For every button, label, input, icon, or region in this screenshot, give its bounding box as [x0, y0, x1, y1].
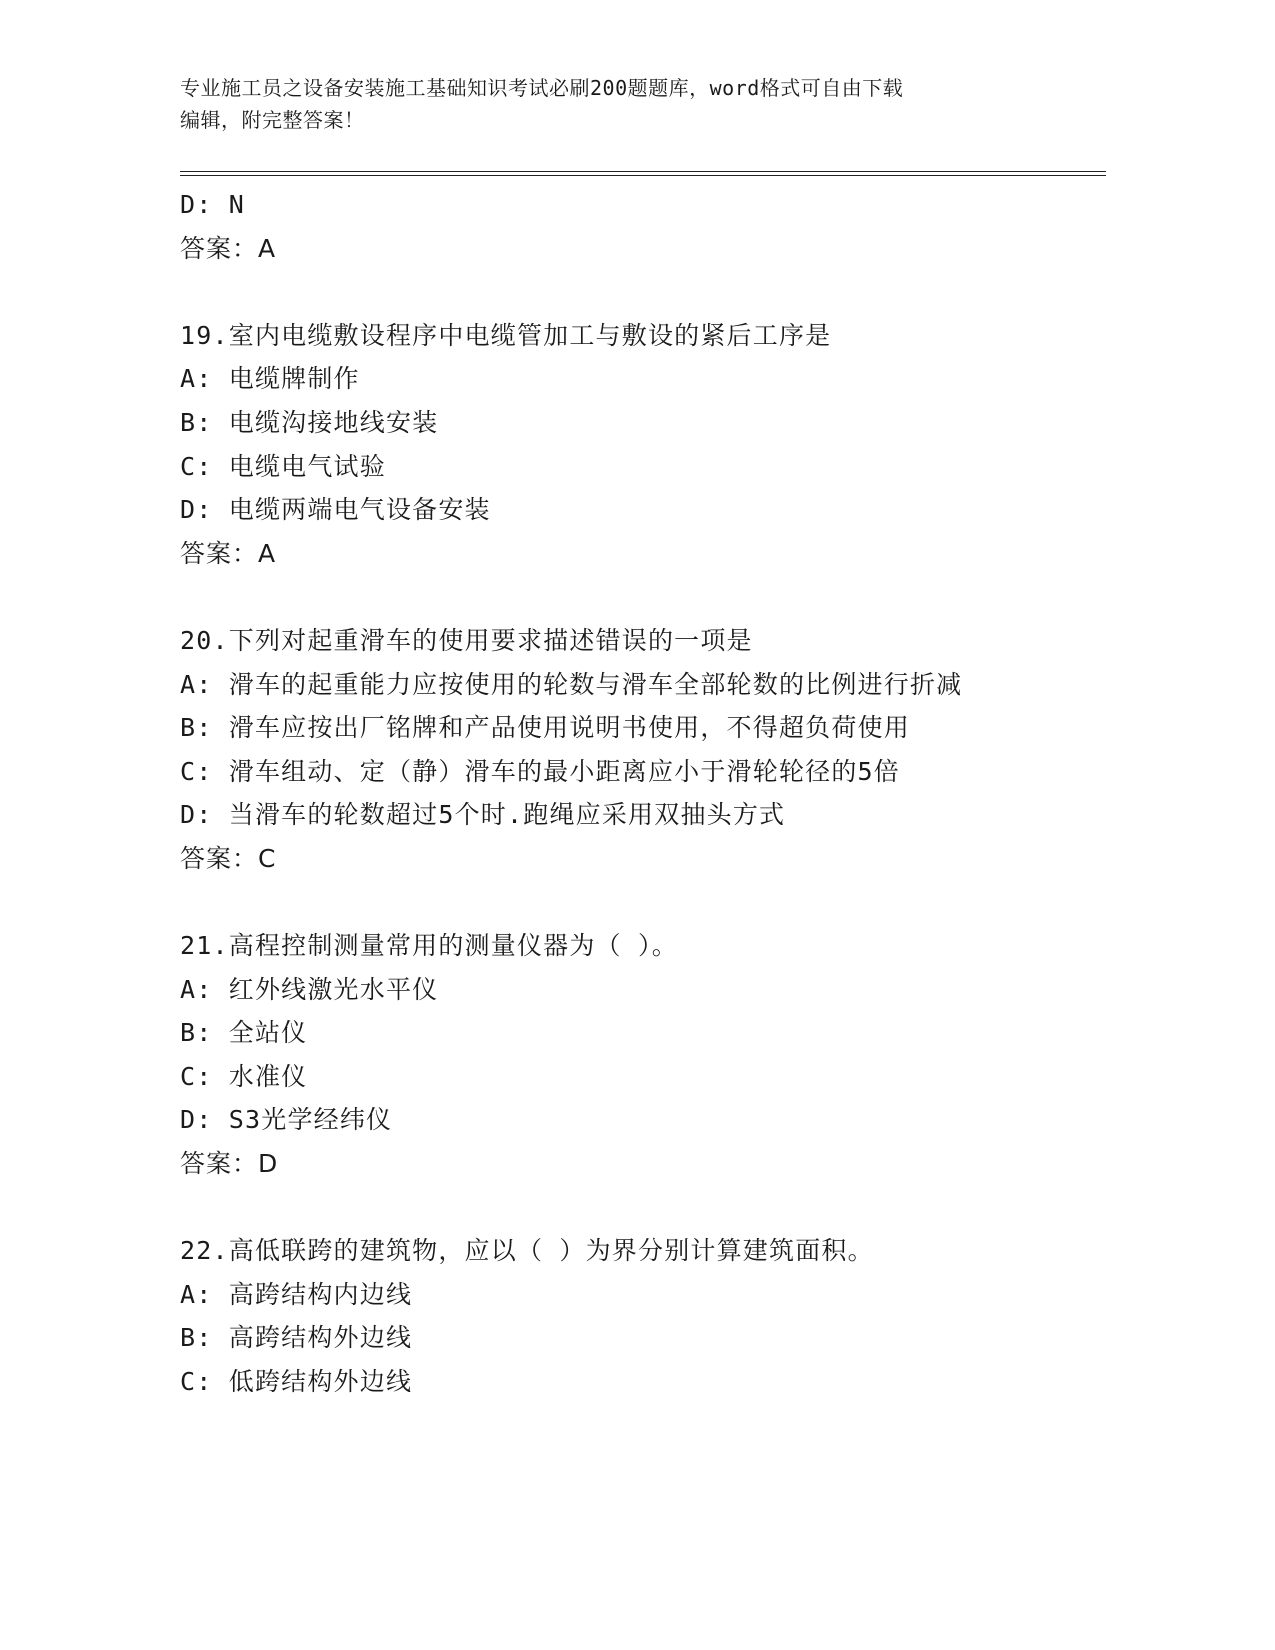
page-header: [180, 72, 1060, 136]
option-c: C: 低跨结构外边线: [180, 1367, 413, 1397]
option-c: C: 电缆电气试验: [180, 451, 386, 481]
option-d: D: 电缆两端电气设备安装: [180, 495, 491, 525]
answer: 答案：D: [180, 1149, 279, 1179]
spacer: [180, 881, 1106, 925]
option-d: D: 当滑车的轮数超过5个时.跑绳应采用双抽头方式: [180, 800, 786, 830]
question-stem: 20.下列对起重滑车的使用要求描述错误的一项是: [180, 625, 753, 655]
option-b: B: 滑车应按出厂铭牌和产品使用说明书使用，不得超负荷使用: [180, 713, 910, 743]
header-title-line-2: 编辑，附完整答案！: [180, 108, 365, 132]
prev-question-option-d: D: N: [180, 190, 246, 219]
document-body: [180, 183, 1106, 1404]
question-19: [180, 314, 1106, 576]
question-stem: 21.高程控制测量常用的测量仪器为（ ）。: [180, 931, 678, 961]
spacer: [180, 1186, 1106, 1230]
option-b: B: 高跨结构外边线: [180, 1323, 413, 1353]
question-22: [180, 1229, 1106, 1403]
spacer: [180, 270, 1106, 314]
answer: 答案：C: [180, 843, 277, 873]
prev-question-answer: 答案：A: [180, 233, 277, 263]
option-c: C: 水准仪: [180, 1061, 308, 1091]
option-a: A: 高跨结构内边线: [180, 1279, 413, 1309]
option-a: A: 红外线激光水平仪: [180, 974, 439, 1004]
option-a: A: 电缆牌制作: [180, 364, 360, 394]
question-stem: 22.高低联跨的建筑物，应以（ ）为界分别计算建筑面积。: [180, 1236, 874, 1266]
header-title-line-1: 专业施工员之设备安装施工基础知识考试必刷200题题库，word格式可自由下载: [180, 76, 904, 100]
option-b: B: 全站仪: [180, 1018, 308, 1048]
option-b: B: 电缆沟接地线安装: [180, 407, 439, 437]
option-d: D: S3光学经纬仪: [180, 1105, 393, 1135]
question-21: [180, 924, 1106, 1186]
option-a: A: 滑车的起重能力应按使用的轮数与滑车全部轮数的比例进行折减: [180, 669, 963, 699]
header-divider-bottom: [180, 175, 1106, 176]
header-divider-top: [180, 171, 1106, 172]
answer: 答案：A: [180, 538, 277, 568]
spacer: [180, 575, 1106, 619]
option-c: C: 滑车组动、定（静）滑车的最小距离应小于滑轮轮径的5倍: [180, 756, 901, 786]
question-20: [180, 619, 1106, 881]
question-stem: 19.室内电缆敷设程序中电缆管加工与敷设的紧后工序是: [180, 320, 832, 350]
